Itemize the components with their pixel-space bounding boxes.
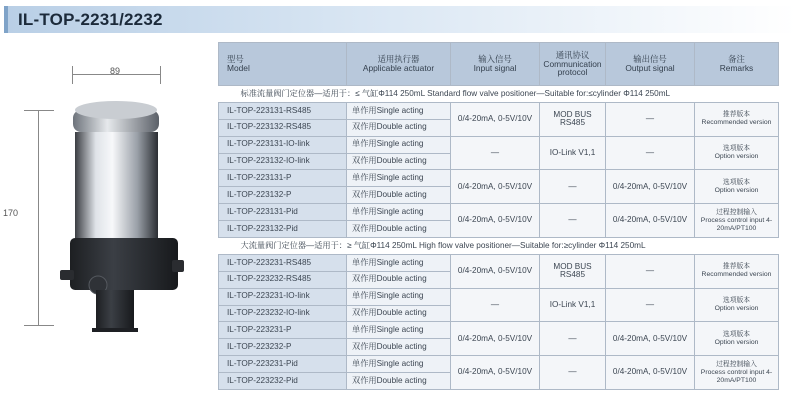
table-cell: 双作用Double acting — [347, 119, 451, 136]
table-cell: IL-TOP-223232-IO-link — [219, 305, 347, 322]
table-cell: 双作用Double acting — [347, 271, 451, 288]
table-cell: 0/4-20mA, 0-5V/10V — [451, 102, 540, 136]
table-cell: 过程控制输入 Process control input 4-20mA/PT100 — [695, 356, 779, 390]
table-cell: 标准流量阀门定位器—适用于：≤ 气缸Φ114 250mL Standard flow valve positioner—Suitable for:≤cylinder Φ114 250mL — [219, 86, 779, 103]
table-cell: — — [451, 136, 540, 170]
header-input: 输入信号 Input signal — [451, 43, 540, 86]
table-cell: IL-TOP-223232-RS485 — [219, 271, 347, 288]
table-cell: IL-TOP-223231-RS485 — [219, 254, 347, 271]
table-cell: — — [540, 170, 606, 204]
table-cell: IO-Link V1,1 — [540, 136, 606, 170]
table-cell: — — [606, 136, 695, 170]
table-cell: 选项版本 Option version — [695, 288, 779, 322]
table-cell: 单作用Single acting — [347, 170, 451, 187]
table-cell: 大流量阀门定位器—适用于：≥ 气缸Φ114 250mL High flow valve positioner—Suitable for:≥cylinder Φ114 250mL — [219, 238, 779, 255]
spec-table — [218, 42, 779, 390]
product-figure — [0, 40, 215, 402]
table-cell: IL-TOP-223232-Pid — [219, 373, 347, 390]
table-row — [219, 254, 779, 271]
table-cell: — — [606, 288, 695, 322]
title-bar — [4, 6, 796, 33]
width-dimension-label: 89 — [110, 66, 121, 76]
table-row — [219, 170, 779, 187]
table-cell: IL-TOP-223131-IO-link — [219, 136, 347, 153]
table-cell: 0/4-20mA, 0-5V/10V — [606, 170, 695, 204]
table-cell: — — [451, 288, 540, 322]
table-cell: 单作用Single acting — [347, 102, 451, 119]
table-cell: — — [540, 322, 606, 356]
table-row — [219, 322, 779, 339]
header-output: 输出信号 Output signal — [606, 43, 695, 86]
table-cell: — — [540, 204, 606, 238]
table-row — [219, 356, 779, 373]
table-cell: 0/4-20mA, 0-5V/10V — [451, 356, 540, 390]
table-cell: 选项版本 Option version — [695, 136, 779, 170]
table-cell: IL-TOP-223131-RS485 — [219, 102, 347, 119]
table-cell: 单作用Single acting — [347, 204, 451, 221]
header-protocol: 通讯协议 Communication protocol — [540, 43, 606, 86]
table-cell: 0/4-20mA, 0-5V/10V — [451, 170, 540, 204]
header-actuator: 适用执行器 Applicable actuator — [347, 43, 451, 86]
table-cell: 双作用Double acting — [347, 221, 451, 238]
table-cell: 双作用Double acting — [347, 153, 451, 170]
table-cell: 0/4-20mA, 0-5V/10V — [451, 322, 540, 356]
table-cell: IL-TOP-223132-RS485 — [219, 119, 347, 136]
table-cell: IL-TOP-223132-IO-link — [219, 153, 347, 170]
table-cell: 0/4-20mA, 0-5V/10V — [451, 254, 540, 288]
header-model: 型号 Model — [219, 43, 347, 86]
table-cell: 推荐版本 Recommended version — [695, 254, 779, 288]
table-cell: IO-Link V1,1 — [540, 288, 606, 322]
table-cell: — — [540, 356, 606, 390]
table-cell: 单作用Single acting — [347, 356, 451, 373]
table-cell: IL-TOP-223132-P — [219, 187, 347, 204]
table-cell: 单作用Single acting — [347, 254, 451, 271]
table-cell: 选项版本 Option version — [695, 322, 779, 356]
table-cell: 双作用Double acting — [347, 373, 451, 390]
table-cell: 0/4-20mA, 0-5V/10V — [606, 356, 695, 390]
table-cell: 选项版本 Option version — [695, 170, 779, 204]
table-cell: 推荐版本 Recommended version — [695, 102, 779, 136]
table-header-row — [219, 43, 779, 86]
table-cell: IL-TOP-223231-IO-link — [219, 288, 347, 305]
table-cell: 单作用Single acting — [347, 322, 451, 339]
table-cell: IL-TOP-223231-Pid — [219, 356, 347, 373]
header-remarks: 备注 Remarks — [695, 43, 779, 86]
table-cell: 单作用Single acting — [347, 288, 451, 305]
table-row — [219, 204, 779, 221]
table-cell: IL-TOP-223232-P — [219, 339, 347, 356]
table-row — [219, 288, 779, 305]
table-cell: IL-TOP-223131-P — [219, 170, 347, 187]
table-cell: IL-TOP-223132-Pid — [219, 221, 347, 238]
height-dimension-label: 170 — [3, 208, 19, 218]
table-cell: 0/4-20mA, 0-5V/10V — [451, 204, 540, 238]
table-cell: 双作用Double acting — [347, 305, 451, 322]
table-cell: 双作用Double acting — [347, 187, 451, 204]
table-cell: MOD BUS RS485 — [540, 254, 606, 288]
page-title: IL-TOP-2231/2232 — [18, 10, 163, 29]
table-cell: MOD BUS RS485 — [540, 102, 606, 136]
table-cell: 过程控制输入 Process control input 4-20mA/PT100 — [695, 204, 779, 238]
table-cell: 0/4-20mA, 0-5V/10V — [606, 322, 695, 356]
table-cell: — — [606, 102, 695, 136]
valve-positioner-drawing — [0, 40, 215, 402]
table-cell: 0/4-20mA, 0-5V/10V — [606, 204, 695, 238]
table-row — [219, 136, 779, 153]
group-row — [219, 238, 779, 255]
table-cell: IL-TOP-223231-P — [219, 322, 347, 339]
table-cell: — — [606, 254, 695, 288]
group-row — [219, 86, 779, 103]
table-cell: 单作用Single acting — [347, 136, 451, 153]
table-row — [219, 102, 779, 119]
table-cell: 双作用Double acting — [347, 339, 451, 356]
table-cell: IL-TOP-223131-Pid — [219, 204, 347, 221]
